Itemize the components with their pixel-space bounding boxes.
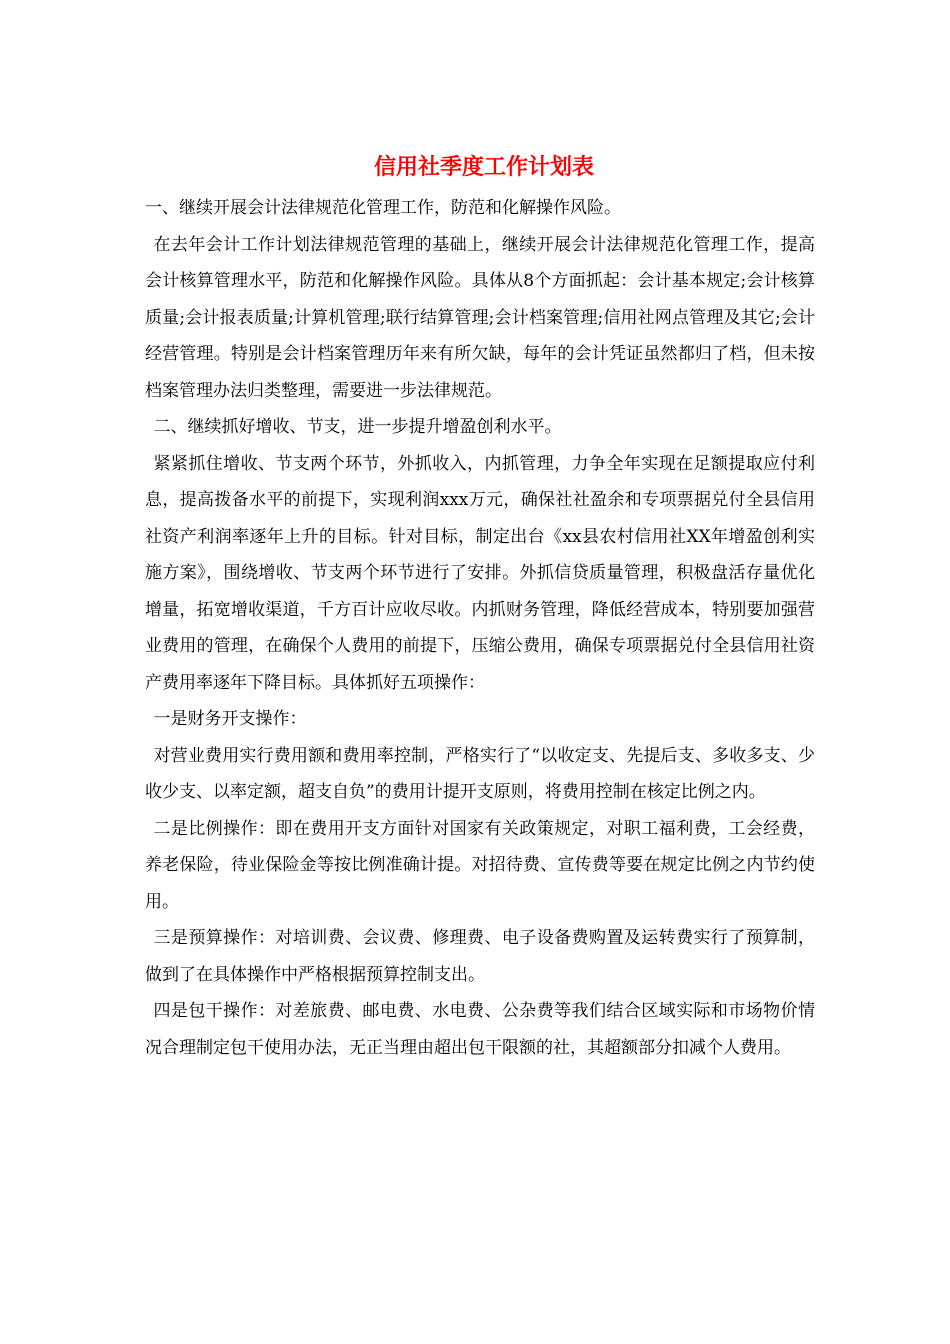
paragraph-finance: 对营业费用实行费用额和费用率控制，严格实行了“以收定支、先提后支、多收多支、少收少支、以率定额，超支自负”的费用计提开支原则，将费用控制在核定比例之内。: [145, 745, 815, 802]
section-heading-2: 二、继续抓好增收、节支，进一步提升增盈创利水平。: [153, 417, 562, 437]
paragraph-2: 紧紧抓住增收、节支两个环节，外抓收入，内抓管理，力争全年实现在足额提取应付利息，提高拨备水平的前提下，实现利润xxx万元，确保社社盈余和专项票据兑付全县信用社资产利润率逐年上升的目标。针对目标，制定出台《xx县农村信用社XX年增盈创利实施方案》，围绕增收、节支两个环节进行了安排。外抓信贷质量管理，积极盘活存量优化增量，拓宽增收渠道，千方百计应收尽收。内抓财务管理，降低经营成本，特别要加强营业费用的管理，在确保个人费用的前提下，压缩公费用，确保专项票据兑付全县信用社资产费用率逐年下降目标。具体抓好五项操作：: [145, 453, 815, 693]
paragraph-budget: 三是预算操作：对培训费、会议费、修理费、电子设备费购置及运转费实行了预算制，做到了在具体操作中严格根据预算控制支出。: [145, 928, 815, 985]
section-heading-1: 一、继续开展会计法律规范化管理工作，防范和化解操作风险。: [145, 198, 621, 218]
paragraph-ratio: 二是比例操作：即在费用开支方面针对国家有关政策规定，对职工福利费，工会经费，养老保险，待业保险金等按比例准确计提。对招待费、宣传费等要在规定比例之内节约使用。: [145, 818, 815, 912]
document-body: [145, 150, 815, 1066]
item-heading-finance: 一是财务开支操作：: [153, 709, 307, 729]
paragraph-contract: 四是包干操作：对差旅费、邮电费、水电费、公杂费等我们结合区域实际和市场物价情况合理制定包干使用办法，无正当理由超出包干限额的社，其超额部分扣减个人费用。: [145, 1001, 815, 1058]
document-title: 信用社季度工作计划表: [373, 155, 594, 180]
paragraph-1: 在去年会计工作计划法律规范管理的基础上，继续开展会计法律规范化管理工作，提高会计核算管理水平，防范和化解操作风险。具体从8个方面抓起：会计基本规定;会计核算质量;会计报表质量;计算机管理;联行结算管理;会计档案管理;信用社网点管理及其它;会计经营管理。特别是会计档案管理历年来有所欠缺，每年的会计凭证虽然都归了档，但未按档案管理办法归类整理，需要进一步法律规范。: [145, 234, 815, 401]
